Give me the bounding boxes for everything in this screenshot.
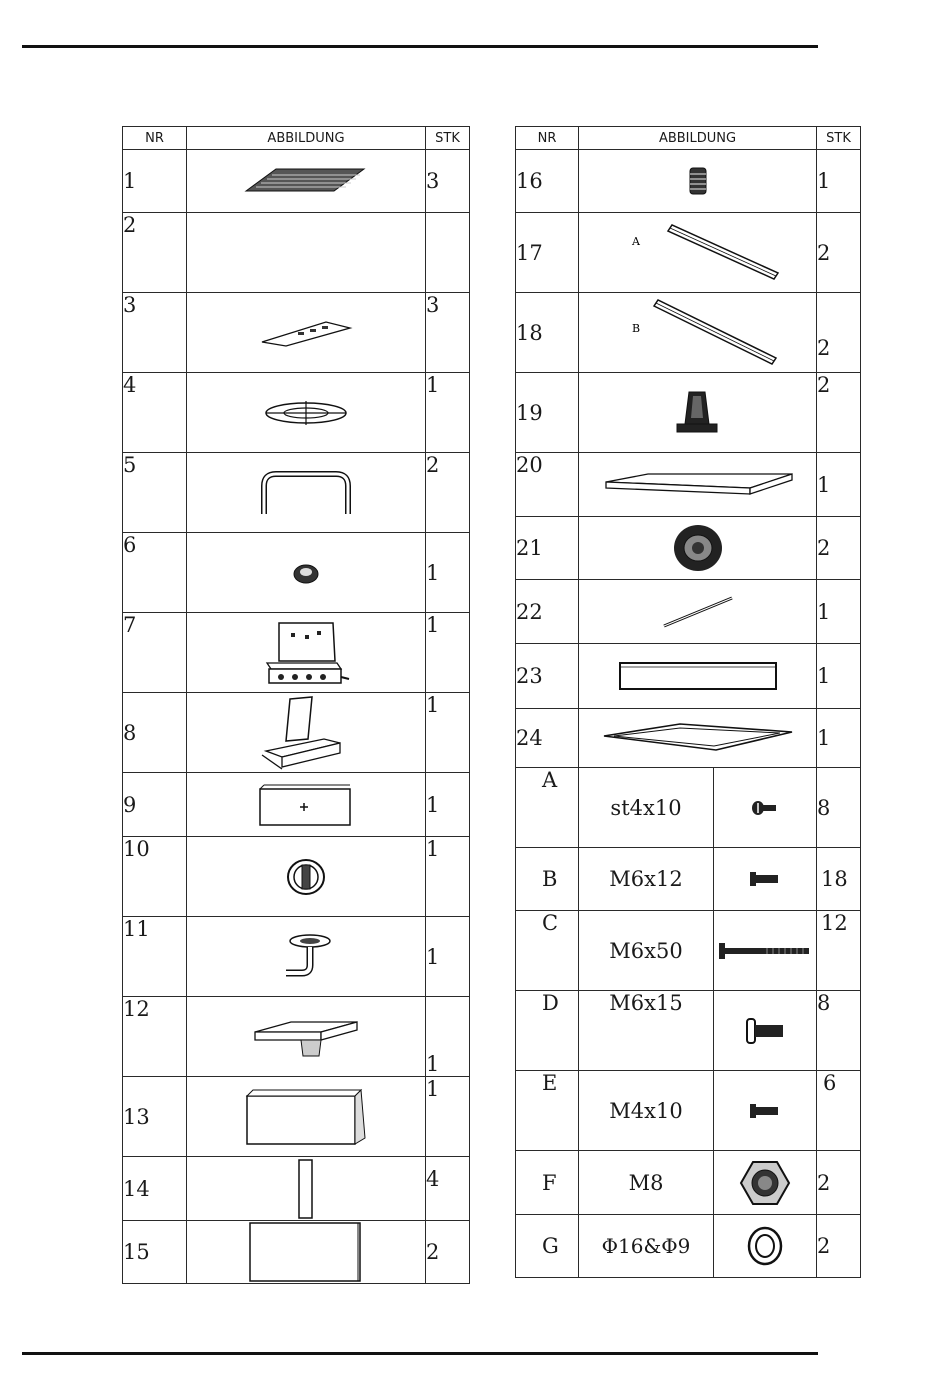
part-qty: 1: [426, 1077, 470, 1157]
header-nr: NR: [123, 127, 187, 150]
brace-b-icon: [608, 298, 788, 368]
side-burner-unit-icon: [256, 695, 356, 771]
part-qty: 8: [817, 768, 861, 848]
brace-a-icon: [608, 221, 788, 285]
table-row: [516, 644, 861, 709]
part-qty: 8: [817, 991, 861, 1071]
wheel-icon: [671, 523, 725, 573]
header-qty: STK: [817, 127, 861, 150]
table-row: [123, 613, 470, 693]
part-qty: 6: [817, 1071, 861, 1151]
part-number: 9: [123, 773, 187, 837]
part-qty: 1: [426, 917, 470, 997]
table-row: [516, 1151, 861, 1215]
part-qty: 1: [817, 580, 861, 644]
hardware-size: M8: [579, 1151, 714, 1215]
part-qty: [426, 213, 470, 293]
part-qty: 1: [426, 997, 470, 1077]
part-number: 19: [516, 373, 579, 453]
part-qty: 2: [817, 1151, 861, 1215]
part-number: 21: [516, 517, 579, 580]
hardware-size: M6x15: [579, 991, 714, 1071]
header-nr: NR: [516, 127, 579, 150]
table-row: [516, 848, 861, 911]
table-row: [516, 768, 861, 848]
part-number: 22: [516, 580, 579, 644]
part-qty: 1: [426, 773, 470, 837]
table-row: [123, 917, 470, 997]
table-row: [123, 150, 470, 213]
cooking-grate-icon: [236, 163, 376, 199]
table-row: [123, 293, 470, 373]
bolt-m6x12-icon: [748, 869, 782, 889]
part-letter: G: [516, 1215, 579, 1278]
part-number: 18: [516, 293, 579, 373]
part-qty: 3: [426, 150, 470, 213]
table-row: [516, 373, 861, 453]
bolt-m4x10-icon: [748, 1101, 782, 1121]
part-qty: 2: [817, 293, 861, 373]
table-row: [123, 213, 470, 293]
side-shelf-icon: [251, 1012, 361, 1062]
table-row: [123, 693, 470, 773]
part-number: 24: [516, 709, 579, 768]
parts-table-right: [515, 126, 861, 1278]
header-image: ABBILDUNG: [187, 127, 426, 150]
part-letter: C: [516, 911, 579, 991]
part-qty: 2: [426, 453, 470, 533]
part-qty: 12: [817, 911, 861, 991]
part-number: 13: [123, 1077, 187, 1157]
part-qty: 1: [426, 533, 470, 613]
control-knob-icon: [284, 855, 328, 899]
part-number: 7: [123, 613, 187, 693]
part-qty: 1: [426, 837, 470, 917]
brace-tag: A: [631, 234, 640, 248]
table-row: [123, 997, 470, 1077]
top-rule: [22, 45, 818, 48]
part-number: 12: [123, 997, 187, 1077]
part-qty: 2: [817, 1215, 861, 1278]
part-qty: 2: [817, 213, 861, 293]
part-number: 2: [123, 213, 187, 293]
part-qty: 2: [817, 517, 861, 580]
table-header: [516, 127, 861, 150]
part-qty: 2: [817, 373, 861, 453]
part-number: 23: [516, 644, 579, 709]
table-row: [516, 517, 861, 580]
part-number: 11: [123, 917, 187, 997]
part-qty: 1: [817, 644, 861, 709]
part-number: 16: [516, 150, 579, 213]
table-row: [516, 991, 861, 1071]
table-row: [123, 1077, 470, 1157]
part-number: 5: [123, 453, 187, 533]
table-header: [123, 127, 470, 150]
table-row: [516, 453, 861, 517]
table-row: [516, 150, 861, 213]
table-row: [516, 911, 861, 991]
side-burner-grate-icon: [256, 395, 356, 431]
part-number: 3: [123, 293, 187, 373]
part-number: 10: [123, 837, 187, 917]
brace-tag: B: [631, 321, 640, 335]
cabinet-front-icon: [243, 1086, 369, 1148]
table-row: [516, 293, 861, 373]
part-letter: D: [516, 991, 579, 1071]
table-row: [516, 580, 861, 644]
part-qty: 1: [426, 693, 470, 773]
part-letter: B: [516, 848, 579, 911]
part-number: 4: [123, 373, 187, 453]
washer-icon: [745, 1225, 785, 1267]
table-row: [123, 837, 470, 917]
part-number: 6: [123, 533, 187, 613]
part-number: 1: [123, 150, 187, 213]
grill-body-icon: [261, 617, 351, 689]
hardware-size: st4x10: [579, 768, 714, 848]
hardware-size: M4x10: [579, 1071, 714, 1151]
hardware-size: M6x12: [579, 848, 714, 911]
spring-connector-icon: [686, 166, 710, 196]
part-number: 20: [516, 453, 579, 517]
foot-icon: [673, 388, 723, 438]
side-panel-icon: [246, 1221, 366, 1283]
part-number: 14: [123, 1157, 187, 1221]
table-row: [123, 453, 470, 533]
gas-valve-icon: [276, 931, 336, 983]
table-row: [123, 773, 470, 837]
part-qty: 1: [817, 150, 861, 213]
table-row: [516, 1215, 861, 1278]
grease-tray-icon: [600, 720, 796, 756]
table-row: [516, 709, 861, 768]
part-qty: 1: [817, 453, 861, 517]
screw-st4x10-icon: [750, 798, 780, 818]
part-letter: A: [516, 768, 579, 848]
heat-shield-icon: [256, 318, 356, 348]
burner-cap-icon: [286, 558, 326, 588]
bolt-m6x50-icon: [717, 940, 813, 962]
part-number: 8: [123, 693, 187, 773]
part-qty: 1: [817, 709, 861, 768]
table-row: [123, 1157, 470, 1221]
table-row: [123, 373, 470, 453]
nut-m8-icon: [739, 1159, 791, 1207]
parts-table-left: [122, 126, 470, 1284]
part-letter: E: [516, 1071, 579, 1151]
part-qty: 3: [426, 293, 470, 373]
part-qty: 4: [426, 1157, 470, 1221]
part-letter: F: [516, 1151, 579, 1215]
handle-icon: [256, 470, 356, 516]
bolt-m6x15-icon: [743, 1017, 787, 1045]
part-number: 17: [516, 213, 579, 293]
back-panel-icon: [616, 659, 780, 693]
part-number: 15: [123, 1221, 187, 1284]
table-row: [516, 213, 861, 293]
part-qty: 18: [817, 848, 861, 911]
table-row: [123, 1221, 470, 1284]
header-qty: STK: [426, 127, 470, 150]
axle-rod-icon: [658, 594, 738, 630]
part-qty: 1: [426, 373, 470, 453]
header-image: ABBILDUNG: [579, 127, 817, 150]
table-row: [123, 533, 470, 613]
bottom-shelf-icon: [600, 470, 796, 500]
front-panel-icon: [256, 781, 356, 829]
hardware-size: Φ16&Φ9: [579, 1215, 714, 1278]
table-row: [516, 1071, 861, 1151]
hardware-size: M6x50: [579, 911, 714, 991]
part-qty: 2: [426, 1221, 470, 1284]
part-qty: 1: [426, 613, 470, 693]
leg-post-icon: [296, 1158, 316, 1220]
bottom-rule: [22, 1352, 818, 1355]
